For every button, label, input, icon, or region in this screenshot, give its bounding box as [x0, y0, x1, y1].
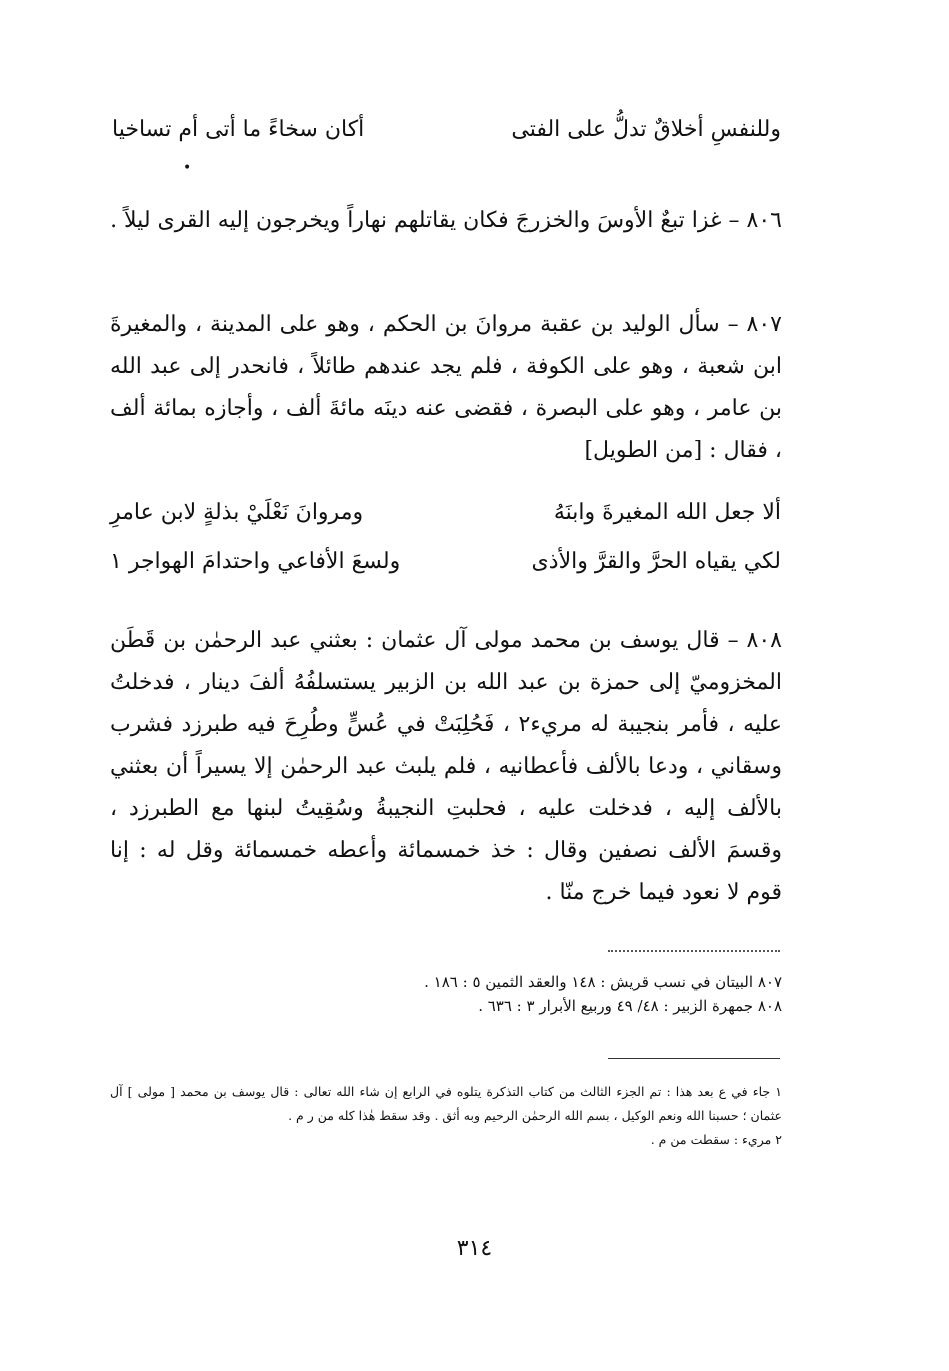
verse-2-line-1-left: ومروانَ نَعْلَيْ بذلةٍ لابن عامرِ — [110, 500, 364, 525]
source-808: ٨٠٨ جمهرة الزبير : ٤٨/ ٤٩ وربيع الأبرار ٣ : ٦٣٦ . — [478, 997, 782, 1015]
footnote-separator — [608, 1058, 780, 1059]
verse-mark: • — [183, 160, 192, 176]
verse-2-line-2-left: ولسعَ الأفاعي واحتدامَ الهواجر ١ — [110, 549, 401, 574]
sources-block — [110, 970, 782, 1018]
footnotes-block — [110, 1080, 782, 1152]
footnote-2: ٢ مريء : سقطت من م . — [650, 1132, 782, 1147]
verse-2-line-1-right: ألا جعل الله المغيرةَ وابنَهُ — [553, 500, 781, 525]
dotted-separator — [608, 950, 780, 952]
verse-1-left-hemistich: أكان سخاءً ما أتى أم تساخيا — [112, 117, 365, 142]
verse-1-right-hemistich: وللنفسِ أخلاقٌ تدلُّ على الفتى — [511, 117, 781, 142]
footnote-1: ١ جاء في ع بعد هذا : تم الجزء الثالث من كتاب التذكرة يتلوه في الرابع إن شاء الله تعالى : قال يوسف بن محمد [ مولى ] آل عثمان ؛ حسبنا الله ونعم الوكيل ، بسم الله الرحمٰن الرحيم وبه أثق . وقد سقط هٰذا كله من ر م . — [110, 1084, 782, 1123]
paragraph-807: ٨٠٧ – سأل الوليد بن عقبة مروانَ بن الحكم ، وهو على المدينة ، والمغيرةَ ابن شعبة ، وهو على الكوفة ، فلم يجد عندهم طائلاً ، فانحدر إلى عبد الله بن عامر ، وهو على البصرة ، فقضى عنه دينَه مائةَ ألف ، وأجازه بمائة ألف ، فقال : [من الطويل] — [110, 312, 782, 463]
paragraph-806: ٨٠٦ – غزا تبعٌ الأوسَ والخزرجَ فكان يقاتلهم نهاراً ويخرجون إليه القرى ليلاً . — [110, 208, 782, 233]
paragraph-808: ٨٠٨ – قال يوسف بن محمد مولى آل عثمان : بعثني عبد الرحمٰن بن قَطَن المخزوميّ إلى حمزة بن عبد الله بن الزبير يستسلفُهُ ألفَ دينار ، فدخلتُ عليه ، فأمر بنجيبة له مريء٢ ، فَحُلِبَتْ في عُسٍّ وطُرِحَ فيه طبرزد فشرب وسقاني ، ودعا بالألف فأعطانيه ، فلم يلبث عبد الرحمٰن إلا يسيراً أن بعثني بالألف إليه ، فدخلت عليه ، فحلبتِ النجيبةُ وسُقِيتُ لبنها مع الطبرزد ، وقسمَ الألف نصفين وقال : خذ خمسمائة وأعطه خمسمائة وقل له : إنا قوم لا نعود فيما خرج منّا . — [110, 628, 782, 905]
source-807: ٨٠٧ البيتان في نسب قريش : ١٤٨ والعقد الثمين ٥ : ١٨٦ . — [424, 973, 782, 991]
page-number: ٣١٤ — [456, 1236, 493, 1261]
verse-2-line-2-right: لكي يقياه الحرَّ والقرَّ والأذى — [531, 549, 781, 574]
